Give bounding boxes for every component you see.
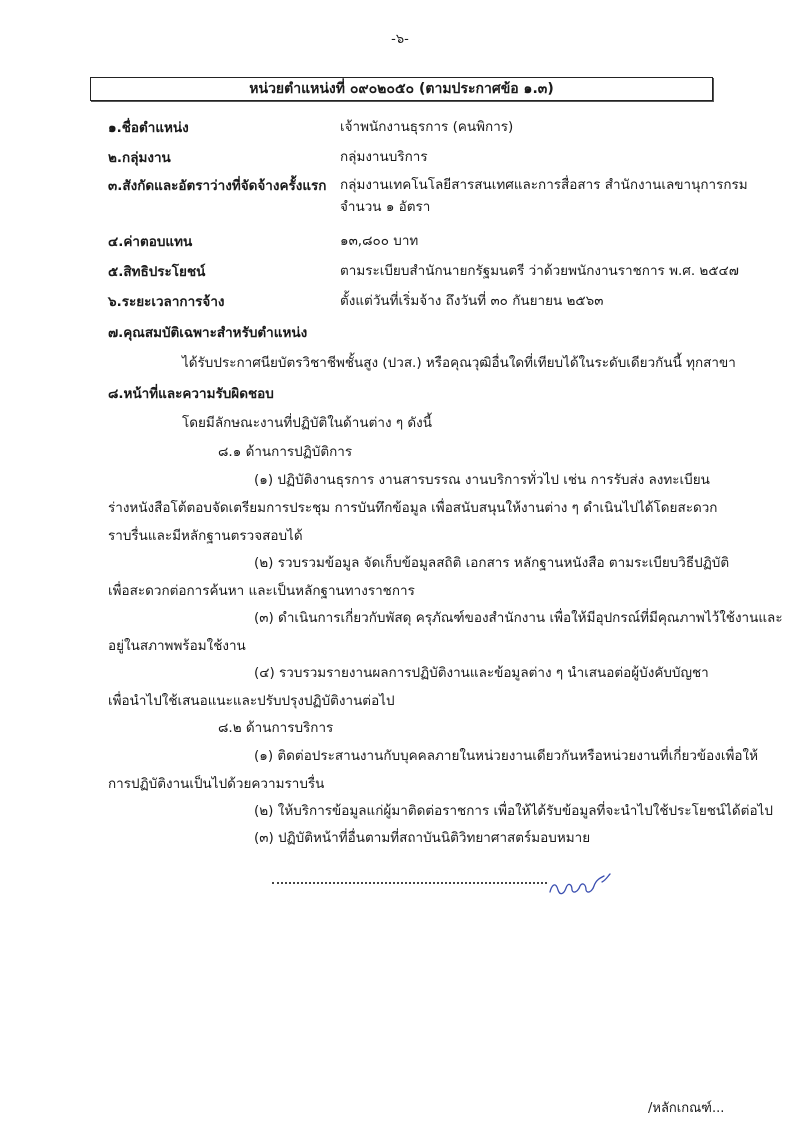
field-label: ๔.ค่าตอบแทน	[108, 234, 193, 250]
field-label: ๒.กลุ่มงาน	[108, 150, 171, 166]
list-item-continuation: เพื่อนำไปใช้เสนอแนะและปรับปรุงปฏิบัติงานต่อไป	[108, 693, 395, 709]
duties-intro: โดยมีลักษณะงานที่ปฏิบัติในด้านต่าง ๆ ดังนี้	[182, 415, 432, 431]
list-item: (๒) ให้บริการข้อมูลแก่ผู้มาติดต่อราชการ เพื่อให้ได้รับข้อมูลที่จะนำไปใช้ประโยชน์ได้ต่อไป	[254, 803, 773, 819]
list-item: (๓) ปฏิบัติหน้าที่อื่นตามที่สถาบันนิติวิทยาศาสตร์มอบหมาย	[254, 830, 591, 846]
field-value: ๑๓,๘๐๐ บาท	[340, 233, 419, 249]
operations-subheading: ๘.๑ ด้านการปฏิบัติการ	[218, 444, 353, 460]
duties-heading: ๘.หน้าที่และความรับผิดชอบ	[108, 386, 274, 402]
field-label: ๖.ระยะเวลาการจ้าง	[108, 294, 225, 310]
list-item: (๑) ติดต่อประสานงานกับบุคคลภายในหน่วยงานเดียวกันหรือหน่วยงานที่เกี่ยวข้องเพื่อให้	[254, 748, 758, 764]
list-item-continuation: การปฏิบัติงานเป็นไปด้วยความราบรื่น	[108, 776, 325, 792]
position-unit-heading: หน่วยตำแหน่งที่ ๐๙๐๒๐๕๐ (ตามประกาศข้อ ๑.๓)	[90, 77, 713, 101]
field-label: ๑.ชื่อตำแหน่ง	[108, 120, 189, 136]
list-item-continuation: ราบรื่นและมีหลักฐานตรวจสอบได้	[108, 528, 303, 544]
list-item-continuation: อยู่ในสภาพพร้อมใช้งาน	[108, 638, 246, 654]
service-subheading: ๘.๒ ด้านการบริการ	[218, 720, 334, 736]
list-item: (๒) รวบรวมข้อมูล จัดเก็บข้อมูลสถิติ เอกสาร หลักฐานหนังสือ ตามระเบียบวิธีปฏิบัติ	[254, 555, 730, 571]
field-value-line: จำนวน ๑ อัตรา	[340, 199, 431, 215]
field-label: ๓.สังกัดและอัตราว่างที่จัดจ้างครั้งแรก	[108, 178, 327, 194]
field-value: กลุ่มงานบริการ	[340, 149, 428, 165]
field-label: ๕.สิทธิประโยชน์	[108, 264, 206, 280]
signature-line	[272, 876, 547, 884]
qualification-text: ได้รับประกาศนียบัตรวิชาชีพชั้นสูง (ปวส.) หรือคุณวุฒิอื่นใดที่เทียบได้ในระดับเดียวกันนี้ ทุกสาขา	[182, 355, 736, 371]
list-item: (๑) ปฏิบัติงานธุรการ งานสารบรรณ งานบริการทั่วไป เช่น การรับส่ง ลงทะเบียน	[254, 472, 710, 488]
field-value: เจ้าพนักงานธุรการ (คนพิการ)	[340, 119, 514, 135]
list-item: (๓) ดำเนินการเกี่ยวกับพัสดุ ครุภัณฑ์ของสำนักงาน เพื่อให้มีอุปกรณ์ที่มีคุณภาพไว้ใช้งานและ	[254, 610, 783, 626]
handwritten-signature	[546, 870, 616, 900]
page-number: -๖-	[391, 32, 409, 47]
continuation-marker: /หลักเกณฑ์...	[648, 1101, 725, 1116]
field-value-line: กลุ่มงานเทคโนโลยีสารสนเทศและการสื่อสาร สำนักงานเลขานุการกรม	[340, 177, 748, 193]
list-item-continuation: ร่างหนังสือโต้ตอบจัดเตรียมการประชุม การบันทึกข้อมูล เพื่อสนับสนุนให้งานต่าง ๆ ดำเนินไปได้โดยสะดวก	[108, 500, 718, 516]
list-item-continuation: เพื่อสะดวกต่อการค้นหา และเป็นหลักฐานทางราชการ	[108, 583, 415, 599]
list-item: (๔) รวบรวมรายงานผลการปฏิบัติงานและข้อมูลต่าง ๆ นำเสนอต่อผู้บังคับบัญชา	[254, 665, 709, 681]
qualification-heading: ๗.คุณสมบัติเฉพาะสำหรับตำแหน่ง	[108, 325, 308, 341]
field-value: ตั้งแต่วันที่เริ่มจ้าง ถึงวันที่ ๓๐ กันยายน ๒๕๖๓	[340, 293, 604, 309]
field-value: ตามระเบียบสำนักนายกรัฐมนตรี ว่าด้วยพนักงานราชการ พ.ศ. ๒๕๔๗	[340, 263, 739, 279]
